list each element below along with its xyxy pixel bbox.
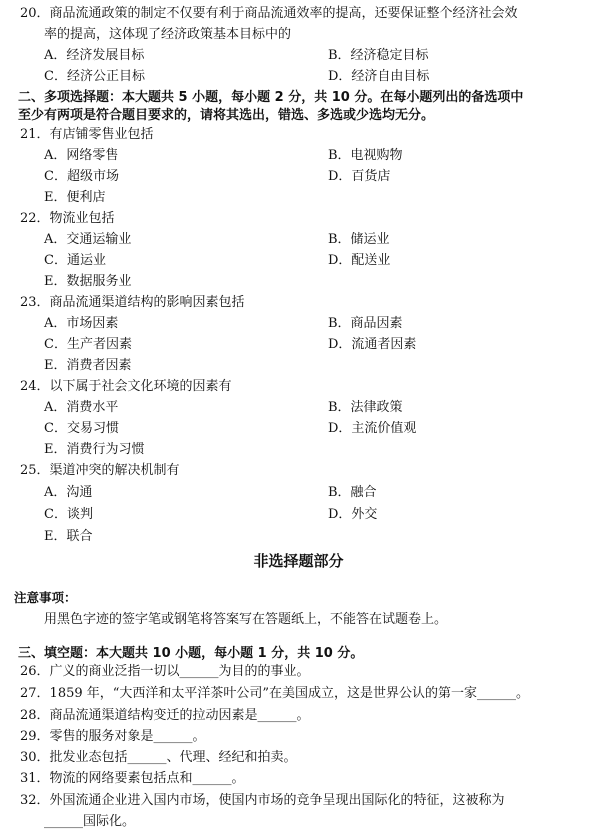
q25-option-b: B．融合 xyxy=(328,485,377,500)
section2-heading-line2: 至少有两项是符合题目要求的，请将其选出，错选、多选或少选均无分。 xyxy=(18,108,435,123)
q20-stem-line1: 20．商品流通政策的制定不仅要有利于商品流通效率的提高，还要保证整个经济社会效 xyxy=(20,6,518,21)
q20-option-d: D．经济自由目标 xyxy=(328,69,430,84)
q23-option-c: C．生产者因素 xyxy=(44,337,132,352)
q24-stem: 24．以下属于社会文化环境的因素有 xyxy=(20,379,232,394)
fill-q27: 27．1859 年，“大西洋和太平洋茶叶公司”在美国成立，这是世界公认的第一家______。 xyxy=(20,686,530,701)
q20-option-c: C．经济公正目标 xyxy=(44,69,145,84)
q23-option-b: B．商品因素 xyxy=(328,316,403,331)
q23-option-d: D．流通者因素 xyxy=(328,337,417,352)
q24-option-a: A．消费水平 xyxy=(44,400,119,415)
q23-stem: 23．商品流通渠道结构的影响因素包括 xyxy=(20,295,245,310)
q24-option-d: D．主流价值观 xyxy=(328,421,417,436)
q20-option-b: B．经济稳定目标 xyxy=(328,48,429,63)
fill-q30: 30．批发业态包括______、代理、经纪和拍卖。 xyxy=(20,750,297,765)
fill-q28: 28．商品流通渠道结构变迁的拉动因素是______。 xyxy=(20,708,310,723)
part2-title: 非选择题部分 xyxy=(253,552,344,570)
q22-option-a: A．交通运输业 xyxy=(44,232,132,247)
q22-option-c: C．通运业 xyxy=(44,253,106,268)
fill-q31: 31．物流的网络要素包括点和______。 xyxy=(20,771,245,786)
q23-option-a: A．市场因素 xyxy=(44,316,119,331)
q21-option-e: E．便利店 xyxy=(44,190,106,205)
q20-option-a: A．经济发展目标 xyxy=(44,48,145,63)
section3-heading: 三、填空题：本大题共 10 小题，每小题 1 分，共 10 分。 xyxy=(18,646,364,661)
q25-option-d: D．外交 xyxy=(328,507,378,522)
fill-q32-line1: 32．外国流通企业进入国内市场，使国内市场的竞争呈现出国际化的特征，这被称为 xyxy=(20,793,505,808)
q22-option-e: E．数据服务业 xyxy=(44,274,132,289)
fill-q26: 26．广义的商业泛指一切以______为目的的事业。 xyxy=(20,664,310,679)
q23-option-e: E．消费者因素 xyxy=(44,358,132,373)
q22-option-b: B．储运业 xyxy=(328,232,390,247)
q24-option-b: B．法律政策 xyxy=(328,400,403,415)
q21-option-b: B．电视购物 xyxy=(328,148,403,163)
q24-option-c: C．交易习惯 xyxy=(44,421,119,436)
q20-stem-line2: 率的提高，这体现了经济政策基本目标中的 xyxy=(44,27,292,42)
q24-option-e: E．消费行为习惯 xyxy=(44,442,145,457)
fill-q29: 29．零售的服务对象是______。 xyxy=(20,729,206,744)
section2-heading-line1: 二、多项选择题：本大题共 5 小题，每小题 2 分，共 10 分。在每小题列出的备选项中 xyxy=(18,90,524,105)
notice-text: 用黑色字迹的签字笔或钢笔将答案写在答题纸上，不能答在试题卷上。 xyxy=(44,612,448,627)
notice-label: 注意事项： xyxy=(14,590,77,605)
q25-option-a: A．沟通 xyxy=(44,485,93,500)
q21-option-c: C．超级市场 xyxy=(44,169,119,184)
q25-stem: 25．渠道冲突的解决机制有 xyxy=(20,463,180,478)
q21-option-a: A．网络零售 xyxy=(44,148,119,163)
q25-option-e: E．联合 xyxy=(44,529,93,544)
q22-option-d: D．配送业 xyxy=(328,253,391,268)
q21-stem: 21．有店铺零售业包括 xyxy=(20,127,154,142)
q22-stem: 22．物流业包括 xyxy=(20,211,115,226)
q25-option-c: C．谈判 xyxy=(44,507,93,522)
fill-q32-line2: ______国际化。 xyxy=(44,814,136,829)
q21-option-d: D．百货店 xyxy=(328,169,391,184)
